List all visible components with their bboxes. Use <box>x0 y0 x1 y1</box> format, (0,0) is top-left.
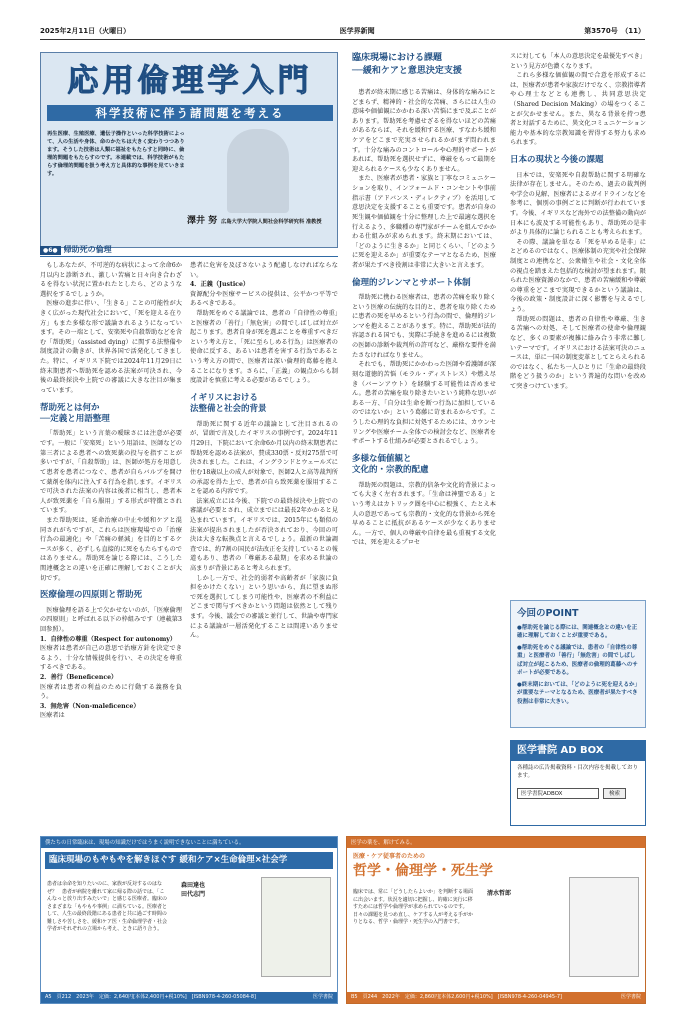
header-issue: 第3570号 （11） <box>584 27 645 36</box>
series-banner <box>40 52 338 248</box>
adbox-title: 医学書院 AD BOX <box>511 741 645 761</box>
heading: 倫理的ジレンマとサポート体制 <box>352 277 471 288</box>
paragraph: また帮助死は、延命治療の中止や緩和ケアと混同されがちですが、これらは医療現場での「治療行為の最適化」や「苦痛の軽減」を目的とするケースが多く、必ずしも直接的に死をもたらすものではありません。帮助死を論じる際には、こうした関連概念との違いを正確に理解しておくことが大切です。 <box>40 516 182 582</box>
point-item: ●帮助死をめぐる議論では、患者の「自律性の尊重」と医療者の「善行」「無危害」の間でしばしば対立が起こるため、医療者の倫理的葛藤へのサポートが必要である。 <box>517 645 638 676</box>
series-subtitle: 科学技術に伴う諸問題を考える <box>47 105 333 121</box>
paragraph: これら多様な価値観の間で合意を形成するには、医療者が患者や家族だけでなく、宗教指導者や心理士などとも連携し、共同意思決定（Shared Decision Making）の場をつくることが欠かせません。また、異なる背景を持つ患者と対話するために、異文化コミュニケーション能力や基本的な宗教知識を習得する努力も求められます。 <box>510 72 646 147</box>
page-header <box>40 26 645 40</box>
principle-text: 資源配分や医療サービスの提供は、公平かつ平等であるべきである。 <box>190 290 338 308</box>
paragraph: 「帮助死」という言葉の曖昧さには注意が必要です。一般に「安楽死」という用語は、医師などの第三者による患者への致死薬の投与を指すことが多いですが、「自殺帮助」は、医師が処方を用意して患者を患者につなぐ、患者が自らバルブを開けて薬剤を体内に注入する行為を指します。イギリスで可決された法案の内容は後者に相当し、患者本人が致死薬を「自ら服用」する形式が特徴とされています。 <box>40 430 182 515</box>
heading: 日本の現状と今後の課題 <box>510 155 604 166</box>
adbox-description: 各種誌の広告掲載資料・目次内容を掲載しております。 <box>517 764 639 780</box>
paragraph: また、医療者が患者・家族と丁寧なコミュニケーションを取り、インフォームド・コンセントや事前指示書（アドバンス・ディレクティブ）を活用して意思決定を支援することも重要です。患者が自身の死生観や価値観を十分に整理した上で最適な選択を行えるよう、多職種の専門家がチームを組んでかかわる仕組みが求められます。終末期においては、「どのように生きるか」と同じくらい、「どのように死を迎えるか」が重要なテーマとなるため、医療者が果たすべき役割は非常に大きいと言えます。 <box>352 175 496 269</box>
column-4 <box>510 52 646 392</box>
principle-item: 3．無危害（Non-maleficence） <box>40 702 140 710</box>
column-2 <box>190 261 338 641</box>
ad1-footer <box>41 992 337 1003</box>
ad2-body: 臨床では、常に「どうしたらよいか」を判断する場面に出会います。状況を適切に把握し、的確に実行に移すためには哲学や倫理学が求められているのです。日々の課題を見つめ直し、ケアする人が考える手がかりとなる、哲学・倫理学・死生学の入門書です。 <box>353 889 474 925</box>
author-photo <box>227 129 289 213</box>
ad1-spec: A5 頁212 2023年 定価：2,640円[本体2,400円+税10%] [ISBN978-4-260-05084-8] <box>45 994 256 1000</box>
header-date: 2025年2月11日（火曜日） <box>40 27 131 36</box>
point-list <box>511 624 645 706</box>
adbox-search-button[interactable]: 検索 <box>603 788 626 799</box>
column-3-title: 臨床現場における課題 ──緩和ケアと意思決定支援 <box>352 53 462 77</box>
ad1-authors: 森田達也 田代志門 <box>181 882 206 899</box>
adbox-panel <box>510 740 646 826</box>
ad1-body: 患者は余命を知りたいのに、家族が反対するのはなぜ？ 患者が病院を離れて家に帰る際の話では、「こんなっと放り出すみたいで」と感じる医療者。臨床のさまざまな「もやもや事例」に満ちている。医療者として、人生の最終段階にある患者と共に過ごす時間の難しさや苦しさを、緩和ケア医・生命倫理学者・社会学者がそれぞれの立場から考え、ときに語り合う。 <box>47 881 168 932</box>
ad2-title: 哲学・倫理学・死生学 <box>353 863 493 880</box>
paragraph: 医療の進歩に伴い、「生きる」ことの可能性が大きく広がった現代社会において、「死を迎える在り方」もまた多様な形で議論されるようになっています。その一端として、安楽死や自殺帮助などを含む「帮助死」（assisted dying）に関する法整備や制度設計の動きが、世界各国で活発化してきました。特に、イギリス下院では2024年11月29日に終末期患者へ帮助死を認める法案が可決され、今後の最終採決や上院での審議に大きな注目が集まっています。 <box>40 300 182 394</box>
heading: 多様な価値観と 文化的・宗教的配慮 <box>352 453 429 476</box>
paragraph: 法案成立には今後、下院での最終採決や上院での審議が必要とされ、成立までには最長2年かかると見込まれています。イギリスでは、2015年にも類似の法案が提出されましたが否決されており、今回の可決は大きな転換点と言えるでしょう。最新の世論調査では、約7割の国民が法改正を支持しているとの報道もあり、患者の「尊厳ある最期」を求める世論の高まりが背景にあると考えられます。 <box>190 497 338 572</box>
header-paper: 医学界新聞 <box>339 27 375 36</box>
principle-text: 医療者は <box>40 712 65 720</box>
paragraph: 患者に危害を及ぼさないよう配慮しなければならない。 <box>190 262 338 279</box>
ad2-book-cover <box>569 877 639 977</box>
ad2-strip: 医学の薬を、解けてみる。 <box>347 837 645 848</box>
principle-item: 1．自律性の尊重（Respect for autonomy） <box>40 635 177 643</box>
paragraph: 日本では、安楽死や自殺帮助に関する明確な法律が存在しません。そのため、過去の裁判例や学会の見解、医療者によるガイドラインなどを参考に、個別の事例ごとに判断が行われています。今後、イギリスなど海外での法整備の動向が日本にも波及する可能性もあり、帮助死の是非がより具体的に論じられることも考えられます。 <box>510 171 646 237</box>
paragraph: それでも、帮助死にかかわった医師や看護師が深刻な道徳的苦悩（モラル・ディストレス）や燃え尽き（バーンアウト）を経験する可能性は否めません。患者の苦痛を取り除きたいという純粋な思いがある一方、「自分は生命を断つ行為に加担しているのではないか」という葛藤に苛まれるからです。こうした心理的な負担に対処するためには、カウンセリングや医療チーム全体での検討会など、医療者をサポートする仕組みが必要とされるでしょう。 <box>352 361 496 446</box>
point-box <box>510 600 646 728</box>
author-name: 澤井 努 <box>187 216 218 226</box>
adbox-search <box>511 784 645 803</box>
paragraph: 帮助死に携わる医療者は、患者の苦痛を取り除くという医療の伝統的な目的と、患者を取り除くために患者の死を早めるという行為の間で、倫理的ジレンマを抱えることがあります。特に、帮助死が法的容認される国でも、実際に手続きを進めるには複数の医師の診断や裁判所の許可など、厳格な要件を満たさなければなりません。 <box>352 294 496 359</box>
paragraph: しかし一方で、社会的弱者や高齢者が「家族に負担をかけたくない」という思いから、真に望まぬ形で死を選択してしまう可能性や、医療者の不利益にどこまで関与すべきかという問題は依然として残ります。今後、議会での審議と並行して、世論や専門家による議論が一層活発化することは間違いありません。 <box>190 574 338 640</box>
section-title-bar <box>40 244 338 257</box>
ad1-title: 臨床現場のもやもやを解きほぐす 緩和ケア×生命倫理×社会学 <box>45 852 333 869</box>
ad1-strip: 僕たちの日常臨床は、現場の知識だけではうまく説明できないことに満ちている。 <box>41 837 337 848</box>
ad2-lead: 医療・ケア従事者のための <box>353 853 426 860</box>
column-3 <box>352 88 496 548</box>
point-title: 今回のPOINT <box>517 608 579 619</box>
point-item: ●帮助死を論じる際には、関連概念との違いを正確に理解しておくことが重要である。 <box>517 624 638 639</box>
paragraph: その際、議論を単なる「死を早める是非」にとどめるのではなく、医療体制の充実や社会保障制度との連携など、公衆衛生や社会・文化全体の視点を踏まえた包括的な検討が望まれます。限られた医療資源のなかで、患者の苦痛緩和や尊厳の尊重をどこまで実現できるかという議論は、今後の政策・制度設計に深く影響を与えるでしょう。 <box>510 238 646 314</box>
paragraph: 帮助死の問題は、宗教的信条や文化的背景によっても大きく左右されます。「生命は神聖である」という考えはカトリック圏を中心に根強く、たとえ本人の意思であっても宗教的・文化的な背景から死を早めることに抵抗があるケースが少なくありません。一方で、個人の尊厳や自律を最も重視する文化では、死を迎えるプロセ <box>352 481 496 547</box>
book-ad-2 <box>346 836 646 1004</box>
book-ad-1 <box>40 836 338 1004</box>
principle-text: 医療者は患者が自己の意思で治療方針を決定できるよう、十分な情報提供を行い、その決定を尊重するべきである。 <box>40 645 182 672</box>
paragraph: もしあなたが、不可逆的な病状によって余命6か月以内と診断され、激しい苦痛と日々向き合わざるを得ない状況に置かれたとしたら、どのような選択をするでしょうか。 <box>40 262 182 298</box>
ad2-spec: B5 頁244 2022年 定価：2,860円[本体2,600円+税10%] [ISBN978-4-260-04945-7] <box>351 994 563 1000</box>
paragraph: 医療倫理を語る上で欠かせないのが、「医療倫理の四原則」と呼ばれる以下の枠組みです（連載第3回参照）。 <box>40 606 182 633</box>
ad2-footer <box>347 992 645 1003</box>
paragraph: スに対しても「本人の意思決定を最優先すべき」という見方が色濃くなります。 <box>510 53 646 70</box>
principle-item: 2．善行（Beneficence） <box>40 673 118 681</box>
paragraph: 患者が終末期に感じる苦痛は、身体的な痛みにとどまらず、精神的・社会的な苦痛、さらには人生の意味や価値観にかかわる深い苦悩にまで及ぶことがあります。帮助死を考慮せざるを得ないほどの苦痛があるならば、それを緩和する医療、すなわち緩和ケアをどこまで充実させられるかがまず問われます。十分な痛みのコントロールや心理的サポートがあれば、帮助死を選択せずに、尊厳をもって最期を迎えられるケースも少なくありません。 <box>352 89 496 173</box>
paragraph: 帮助死に関する近年の議論として注目されるのが、冒頭で言及したイギリスの事例です。2024年11月29日、下院において余命6か月以内の終末期患者に帮助死を認める法案が、賛成330票・反対275票で可決されました。これは、イングランドとウェールズに住む18歳以上の成人が対象で、医師2人と高等裁判所の承認を得た上で、患者が自ら致死薬を服用することを認める内容です。 <box>190 420 338 496</box>
column-1 <box>40 261 182 721</box>
ad1-publisher: 医学書院 <box>312 994 333 1000</box>
ad2-publisher: 医学書院 <box>620 994 641 1000</box>
section-title: 帰助死の倫理 <box>63 245 112 254</box>
heading: イギリスにおける 法整備と社会的背景 <box>190 392 267 415</box>
heading: 医療倫理の四原則と帮助死 <box>40 590 143 601</box>
point-item: ●終末期においては、「どのように死を迎えるか」が重要なテーマとなるため、医療者が果たすべき役割は非常に大きい。 <box>517 682 638 705</box>
principle-text: 医療者は患者の利益のために行動する義務を負う。 <box>40 683 182 701</box>
principle-item: 4．正義（Justice） <box>190 281 250 289</box>
author-credit <box>187 215 335 229</box>
heading: 帮助死とは何か ──定義と用語整理 <box>40 402 110 424</box>
series-title: 応用倫理学入門 <box>67 63 313 99</box>
ad2-authors: 清水哲郎 <box>487 890 512 897</box>
series-description: 再生医療、生殖医療、遺伝子操作といった科学技術によって、人の生活や身体、命のかたちは大きく変わりつつあります。そうした技術は人類に福祉をもたらすと同時に、倫理的問題をもたらすのです。本連載では、科学技術がもたらす倫理的問題を扱う考え方と具体的な事例を見ていきます。 <box>47 131 185 177</box>
paragraph: 帮助死の問題は、患者の自律性や尊厳、生きる苦痛への対処、そして医療者の使命や倫理観など、多くの要素が複雑に絡み合う非常に難しいテーマです。イギリスにおける法案可決のニュースは、単に一国の制度変革としてとらえられるのではなく、私たち一人ひとりに「生命の最終段階をどう扱うのか」という普遍的な問いを改めて突きつけています。 <box>510 315 646 390</box>
adbox-search-input[interactable]: 医学書院ADBOX <box>517 788 599 799</box>
ad1-book-cover <box>261 877 331 977</box>
author-affiliation: 広島大学大学院人間社会科学研究科 准教授 <box>221 219 322 225</box>
paragraph: 帮助死をめぐる議論では、患者の「自律性の尊重」と医療者の「善行」「無危害」の間でしばしば対立が起こります。患者自身が死を選ぶことを尊重すべきだという考え方と、「死に至らしめる行為」は医療者の使命に反する、あるいは患者を害する行為であるという考え方の間で、医療者は深い倫理的葛藤を抱えることになります。さらに、「正義」の観点からも制度設計を慎重に考える必要があるでしょう。 <box>190 310 338 385</box>
section-number: ●6● <box>40 246 61 255</box>
